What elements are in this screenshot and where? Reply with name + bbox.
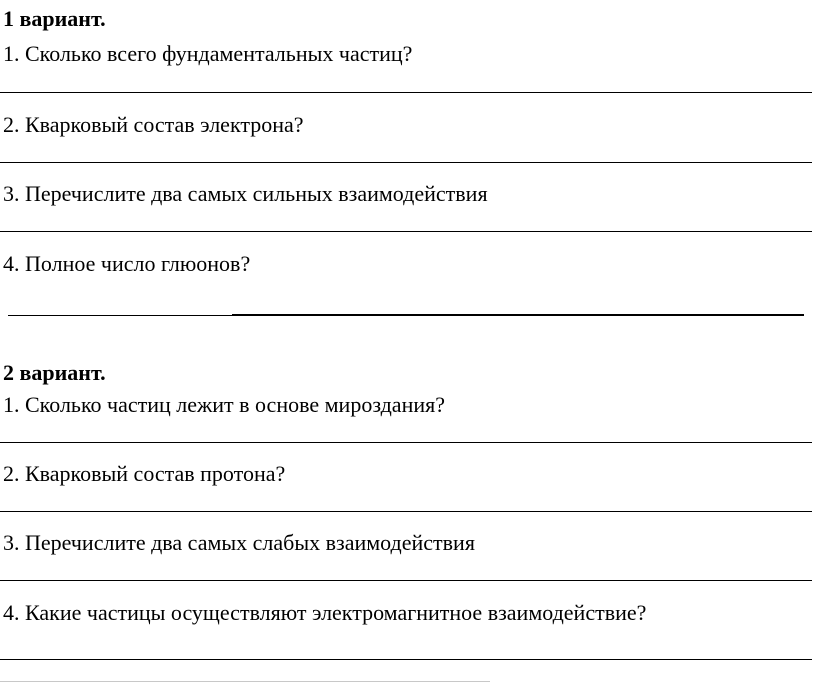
variant-1-question-4: 4. Полное число глюонов? [3,251,251,276]
variant-2-question-2: 2. Кварковый состав протона? [3,461,286,486]
variant-2-heading: 2 вариант. [3,360,106,385]
answer-line-left [8,315,232,316]
answer-line [0,659,812,660]
variant-1-question-1: 1. Сколько всего фундаментальных частиц? [3,41,413,66]
page-edge-line [0,681,490,682]
variant-1-question-3: 3. Перечислите два самых сильных взаимодействия [3,181,488,206]
variant-2-question-1: 1. Сколько частиц лежит в основе мироздания? [3,392,445,417]
answer-line [0,162,812,163]
answer-line [0,511,812,512]
answer-line [0,231,812,232]
variant-1-heading: 1 вариант. [3,6,106,31]
answer-line [0,92,812,93]
answer-line-right [232,314,804,316]
variant-2-question-3: 3. Перечислите два самых слабых взаимодействия [3,530,475,555]
variant-2-question-4: 4. Какие частицы осуществляют электромагнитное взаимодействие? [3,600,647,625]
answer-line [0,580,812,581]
variant-1-question-2: 2. Кварковый состав электрона? [3,112,304,137]
answer-line [0,442,812,443]
